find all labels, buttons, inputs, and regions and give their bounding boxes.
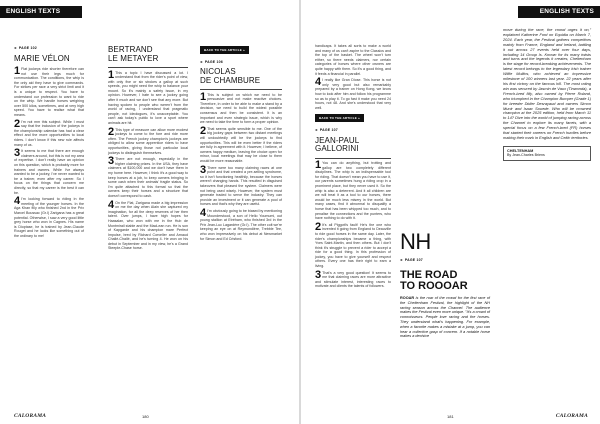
section-header: ENGLISH TEXTS (0, 6, 82, 18)
column-le-metayer (108, 44, 188, 253)
answer-paragraph: 4 I really like Gran Diose. This horse is not only very good but also remarkably prepared by a trainer on Hong Kong, we know how to look after him and follow his programme so as to play it. To go fast it make you need 24 hours, not 48. And she's understood that very well. (315, 76, 391, 110)
feature-intro (400, 230, 490, 339)
answer-paragraph: 3 There were too many claiming races at one point and that created a pre-selling syndrome, so it isn't functioning healthily, because the horses weren't changing hands. This resulted in disguised takeovers that pleased the system. Claimers were not being used wisely. However, the system must generate traded to serve the industry. They can provide an investment or it can generate a pool of horses and that's why they are useful. (200, 163, 282, 207)
brand-logo: CALORAMA (14, 413, 47, 419)
page-reference: ► PAGE 107 (315, 128, 391, 133)
interviewee-name: NICOLAS DE CHAMBURE (200, 67, 261, 85)
answer-paragraph: 1 This a topic I have discussed a lot. I understand that from the rider's point of view, with only five or six strokes a gallop at such speeds, you might need the whip to balance your mount. So it's mainly a safety issue, in my opinion. However, I hate to see a jockey going after it much and we don't see that any more. But having spoken to people who weren't from the world of racing, I understand that pragmatic people, not ideologues, it's unacceptable. You can't ask today's public to love a sport where animals are hit. (108, 68, 188, 126)
nh-logo: NH (400, 229, 431, 254)
page-number: 181 (447, 414, 454, 419)
interviewee-name: MARIE VÉLON (14, 53, 70, 63)
column-gallorini (315, 44, 391, 291)
answer-paragraph: handicaps. It takes all sorts to make a world and many of us can't aspire to the Classics and the top of the basket. The wheel won't turn either, so there needs claimers, nor certain categories of horses where other owners are quite happy with them. So it's a good thing, and it feeds a financial in parallel. (315, 44, 391, 76)
brand-logo: CALORAMA (555, 413, 588, 419)
answer-paragraph: 1 Flat jockeys ride shorter therefore can not use their legs much for communication. The conditions, the whip is the only aid they have to give commands. For strikes per race a very strict limit and it is a unique to respect. You have to understand our profession to want to ride on the whip. We handle horses weighing over 500 kilos, sometimes, and at very high speed. You have to realise what that means. (14, 65, 84, 118)
feature-title: THE ROAD TO ROOOAR (400, 269, 468, 292)
answer-paragraph: 2 This type of measure can allow more modest jockeys to come to the fore and ride more often. The French jockey champion's jockeys are obliged to allow some apprentice riders to have opportunities, giving those not particular local jockeys to distinguish themselves. (108, 125, 188, 155)
divider (200, 89, 282, 90)
answer-paragraph: 4 I'm looking forward to riding in the meeting of the younger horses. In the Aga Khan filly who finished 2nd in the Prix Marcel Boussac (Gr.I) Zarigana has a great potential. Otherwise, I saw a very good little grey horse who won in Cagnes. His name is Dioptase, he is trained by Jean-Claude Rouget and he looks like something out of the ordinary to me! (14, 195, 84, 238)
answer-paragraph: 2 I'm not mm this subject. While I must say that the inclusion of the jockeys in the championship calendar has had a clear effect and the more opportunities to local riders. I don't know if this new rule affects many of us. (14, 117, 84, 147)
divider (315, 158, 391, 159)
answer-paragraph: 1 You can do anything, but trotting and gallop are two completely different disciplines. The whip is an indispensable tool for riding. That doesn't mean you have to use it, our parents sometimes hung a riding crop in a prominent place, but they never used it. So the whip is also a deterrent. And it all children are we will treat it as a tool to our horses, there would be much less misery in the world. But many cases, find it abnormal to disqualify a horse that has been whipped too much, and to penalise the connections and the punters, who have nothing to do with it. (315, 159, 391, 221)
feature-lead: ROOAR is the roar of the crowd for the first race of the Cheltenham Festival, the highlight of the NH racing season across the Channel. The audience makes the Festival even more unique. "It's a crowd of connoisseurs. People love racing and the horses. They understand what's happening. For example, when a favorite makes a mistake at a jump, you can hear a collective gasp of concern. If a notable horse makes a decisive (400, 296, 490, 339)
credit-box (503, 146, 591, 161)
feature-continuation (503, 28, 591, 161)
page-number: 180 (142, 414, 149, 419)
answer-paragraph: 3 That's a very good question! It seems to me that claiming races are more attractive and stimulate interest, interesting races to motivate and clients the talents of followers. (315, 268, 391, 289)
answer-paragraph: 2 That seems quite sensible to me. One of the big jockey gaps between two distant meetings will undoubtedly will be the jockeys to find opportunities. This will be even better if the riders are fully in agreement with it. However, I believe, of owners happy medium, leaving the choice open for minor, local meetings that may be close to them would be more reasonable. (200, 124, 282, 163)
back-to-article-button[interactable]: BACK TO THE ARTICLE » (315, 114, 364, 122)
continuation-text: move during the race, the crowd urges it on," explained Katherine Ford on Equidia on March 7, 2024. Each year, the Festival gathers competitors mainly from France, England and Ireland, battling it out across 27 events held over four days, including 14 Group Is. Known for its many twists and turns and the legends it creates, Cheltenham is the stage for record-breaking achievements. The latest record belongs to the legendary Irish trainer Willie Mullins, who achieved an impressive milestone of 100 winners last year. 22 years after his first victory on the famous hill. The most rating win was secured by Jasmin de Vaux (Tinwonda), a French-bred filly, also owned by Pierre Roland, who triumphed in the Champion Bumper (Grade 1) for breeder Didier Desrayaud and owners Simon Munir and Isaac Souede. Who will be crowned champion at the 2025 edition, held from March 11 to 14? Dive into the world of jumping racing across the Channel to explore its many facets, with a special focus on a few French-bred (FR) horses that started their careers on French hurdles before making their mark in English and Celtic territories. (503, 27, 591, 140)
column-marie-velon (14, 44, 84, 240)
answer-paragraph: 1 This is subject on which we need to be persuasive and not make reactive choices. Therefore, in order to be able to make a stand by a decision, we need to build the widest possible consensus and then be consistent. It is an important and even strategic issue, which is why we need to take the time to form a proper opinion. (200, 90, 282, 125)
answer-paragraph: 3 There are not enough, especially in the higher claiming prizes. In the USA, they have claimers at $100,000 and we don't have them in my home here. However, I think it's a good way to keep horses at a job, to keep owners bringing in some cash when their animals' fragile status. So I'm quite attached to this format so that the owners keep their horses and a structure that doesn't correspond to cash. (108, 155, 188, 198)
answer-paragraph: 2 It's all Piggott's fault! He's the one who invented it going from England to Deauville to ride good horses in the same day. Later, the rider's championships became a thing, with Yves Saint-Martin, and then others. But I don't think it's struggle to prevent a rider to accept a ride for a good thing. In this profession of jockey, you have to give yourself and respect others. Every one has their right to earn a living. (315, 220, 391, 269)
divider (108, 67, 188, 68)
credit-author: By Jean-Charles Briens (507, 153, 545, 158)
right-page (301, 0, 600, 424)
left-page (0, 0, 299, 424)
interviewee-name: JEAN-PAUL GALLORINI (315, 135, 360, 153)
back-to-article-button[interactable]: BACK TO THE ARTICLE » (200, 46, 249, 54)
answer-paragraph: 4 On the Flat, Zarigana made a big impression on me the day when Alain she captured my imagination, for all the deep reserves of her then talent. Over jumps, I have high hopes for Haasalan, who won with me in the Hub de Montmirail stable and the MacLean run. He is son of Kapgarde and his champion mare Perfect Impulse, bred by Richard Corveller and Arnaud Challé-Challé, and he's turning 4. He won on his debut in September and in my view, he's a Grand Steeple-Chase horse. (108, 198, 188, 251)
answer-paragraph: 4 I'm obviously going to be biased by mentioning Mounderstood, a son of Hello Youmumi, out young stallion at Etréham, who finished 3rd in the Prix Jean-Luc Lagardère (Gr.I). The other colt we're keeping an eye on at Reymondière, Trebble Tee, who won impressively on his debut at Newmarket for Simon and Ed Crisford. (200, 206, 282, 241)
page-reference: ► PAGE 106 (200, 60, 282, 65)
interviewee-name: BERTRAND LE METAYER (108, 45, 159, 63)
answer-paragraph: 3 It seems to me that there are enough claimers around, but this is not my area of expertise. I don't really have an opinion on this question, which is probably more for trainers and owners. While I've always wanted to be a jockey, I've never wanted to be a trainer, even after my career. So I focus on the things that concern me directly, so that my career is the best it can be. (14, 147, 84, 195)
column-de-chambure (200, 44, 282, 243)
page-reference: ► PAGE 107 (400, 258, 490, 262)
credit-title: CHELTENHAM (507, 148, 534, 153)
section-header: ENGLISH TEXTS (518, 6, 600, 18)
page-reference: ► PAGE 102 (14, 46, 84, 51)
